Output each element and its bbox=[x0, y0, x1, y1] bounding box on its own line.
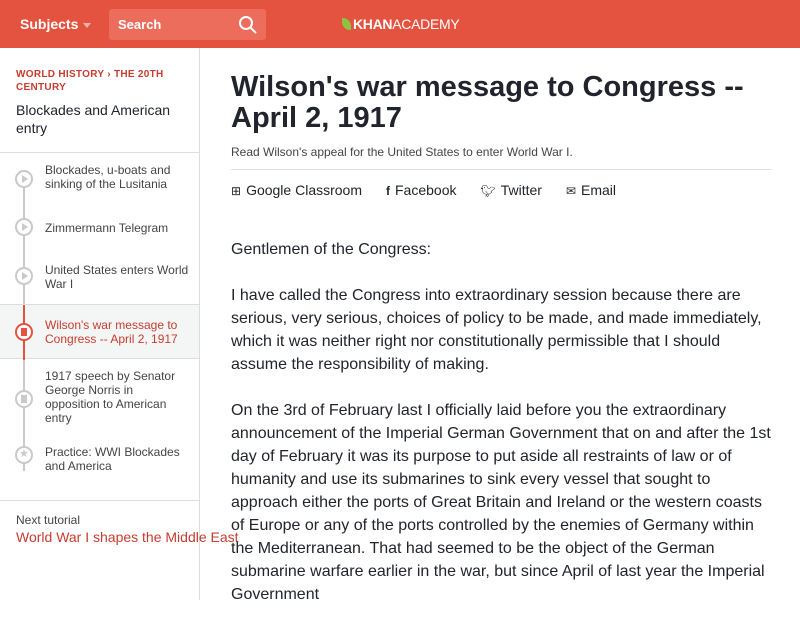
google-classroom-icon: ⊞ bbox=[231, 184, 242, 198]
tutorial-list bbox=[0, 152, 199, 487]
top-nav bbox=[0, 0, 800, 48]
search-input[interactable] bbox=[109, 9, 266, 40]
item-label: Zimmermann Telegram bbox=[45, 221, 169, 235]
item-label: 1917 speech by Senator George Norris in opposition to American entry bbox=[45, 369, 176, 425]
twitter-icon: 🐦︎ bbox=[480, 184, 496, 198]
share-bar bbox=[231, 169, 771, 198]
next-title-link[interactable]: World War I shapes the Middle East bbox=[16, 529, 239, 545]
item-label: United States enters World War I bbox=[45, 263, 189, 291]
article bbox=[231, 48, 771, 629]
sidebar bbox=[0, 48, 239, 600]
tutorial-title: Blockades and American entry bbox=[16, 102, 171, 136]
share-label: Email bbox=[581, 182, 617, 198]
twitter-button[interactable] bbox=[480, 182, 541, 198]
paragraph: Gentlemen of the Congress: bbox=[231, 241, 432, 258]
google-classroom-button[interactable] bbox=[231, 182, 362, 198]
item-label: Wilson's war message to Congress -- April 2, 1917 bbox=[45, 318, 178, 346]
breadcrumb[interactable]: WORLD HISTORY › THE 20TH CENTURY bbox=[16, 69, 164, 93]
paragraph: On the 3rd of February last I officially laid before you the extraordinary announcement of the Imperial German Government that on and after the 1st day of February it was its purpose to put aside all restraints of law or of humanity and use its submarines to sink every vessel that sought to approach either the ports of Great Britain and Ireland or the western coasts of Europe or any of the ports controlled by the enemies of Germany within the Mediterranean. That had seemed to be the object of the German submarine warfare earlier in the war, but since April of last year the Imperial Government bbox=[231, 402, 771, 603]
subjects-label: Subjects bbox=[20, 16, 79, 32]
email-icon: ✉ bbox=[565, 184, 577, 198]
logo-bold: KHAN bbox=[353, 16, 393, 32]
page-title: Wilson's war message to Congress -- April 2, 1917 bbox=[231, 71, 744, 134]
chevron-down-icon bbox=[83, 23, 91, 28]
item-label: Practice: WWI Blockades and America bbox=[45, 445, 180, 473]
khan-academy-logo[interactable] bbox=[342, 16, 459, 32]
list-item-active[interactable] bbox=[0, 304, 199, 359]
play-icon bbox=[15, 218, 33, 236]
article-icon bbox=[15, 390, 33, 408]
share-label: Twitter bbox=[500, 182, 542, 198]
list-item[interactable] bbox=[0, 253, 199, 304]
list-item[interactable] bbox=[0, 204, 199, 253]
article-body bbox=[231, 238, 771, 606]
facebook-icon: f bbox=[386, 184, 390, 198]
search-icon[interactable] bbox=[238, 15, 258, 35]
share-label: Google Classroom bbox=[246, 182, 362, 198]
logo-light: ACADEMY bbox=[392, 16, 460, 32]
list-item[interactable] bbox=[0, 359, 199, 439]
list-item[interactable] bbox=[0, 153, 199, 204]
next-tutorial[interactable] bbox=[0, 500, 239, 557]
next-label: Next tutorial bbox=[16, 513, 81, 527]
email-button[interactable] bbox=[566, 182, 616, 198]
item-label: Blockades, u-boats and sinking of the Lusitania bbox=[45, 163, 171, 191]
facebook-button[interactable] bbox=[386, 182, 456, 198]
article-subtitle: Read Wilson's appeal for the United States to enter World War I. bbox=[231, 145, 573, 159]
leaf-icon bbox=[342, 18, 351, 30]
search-placeholder: Search bbox=[118, 17, 162, 32]
article-icon bbox=[15, 323, 33, 341]
share-label: Facebook bbox=[395, 182, 457, 198]
play-icon bbox=[15, 267, 33, 285]
subjects-menu[interactable] bbox=[20, 16, 91, 32]
paragraph: I have called the Congress into extraordinary session because there are serious, very serious, choices of policy to be made, and made immediately, which it was neither right nor constitutionally permissible that I should assume the responsibility of making. bbox=[231, 287, 762, 373]
list-item[interactable] bbox=[0, 439, 199, 487]
star-icon bbox=[15, 446, 33, 464]
play-icon bbox=[15, 170, 33, 188]
